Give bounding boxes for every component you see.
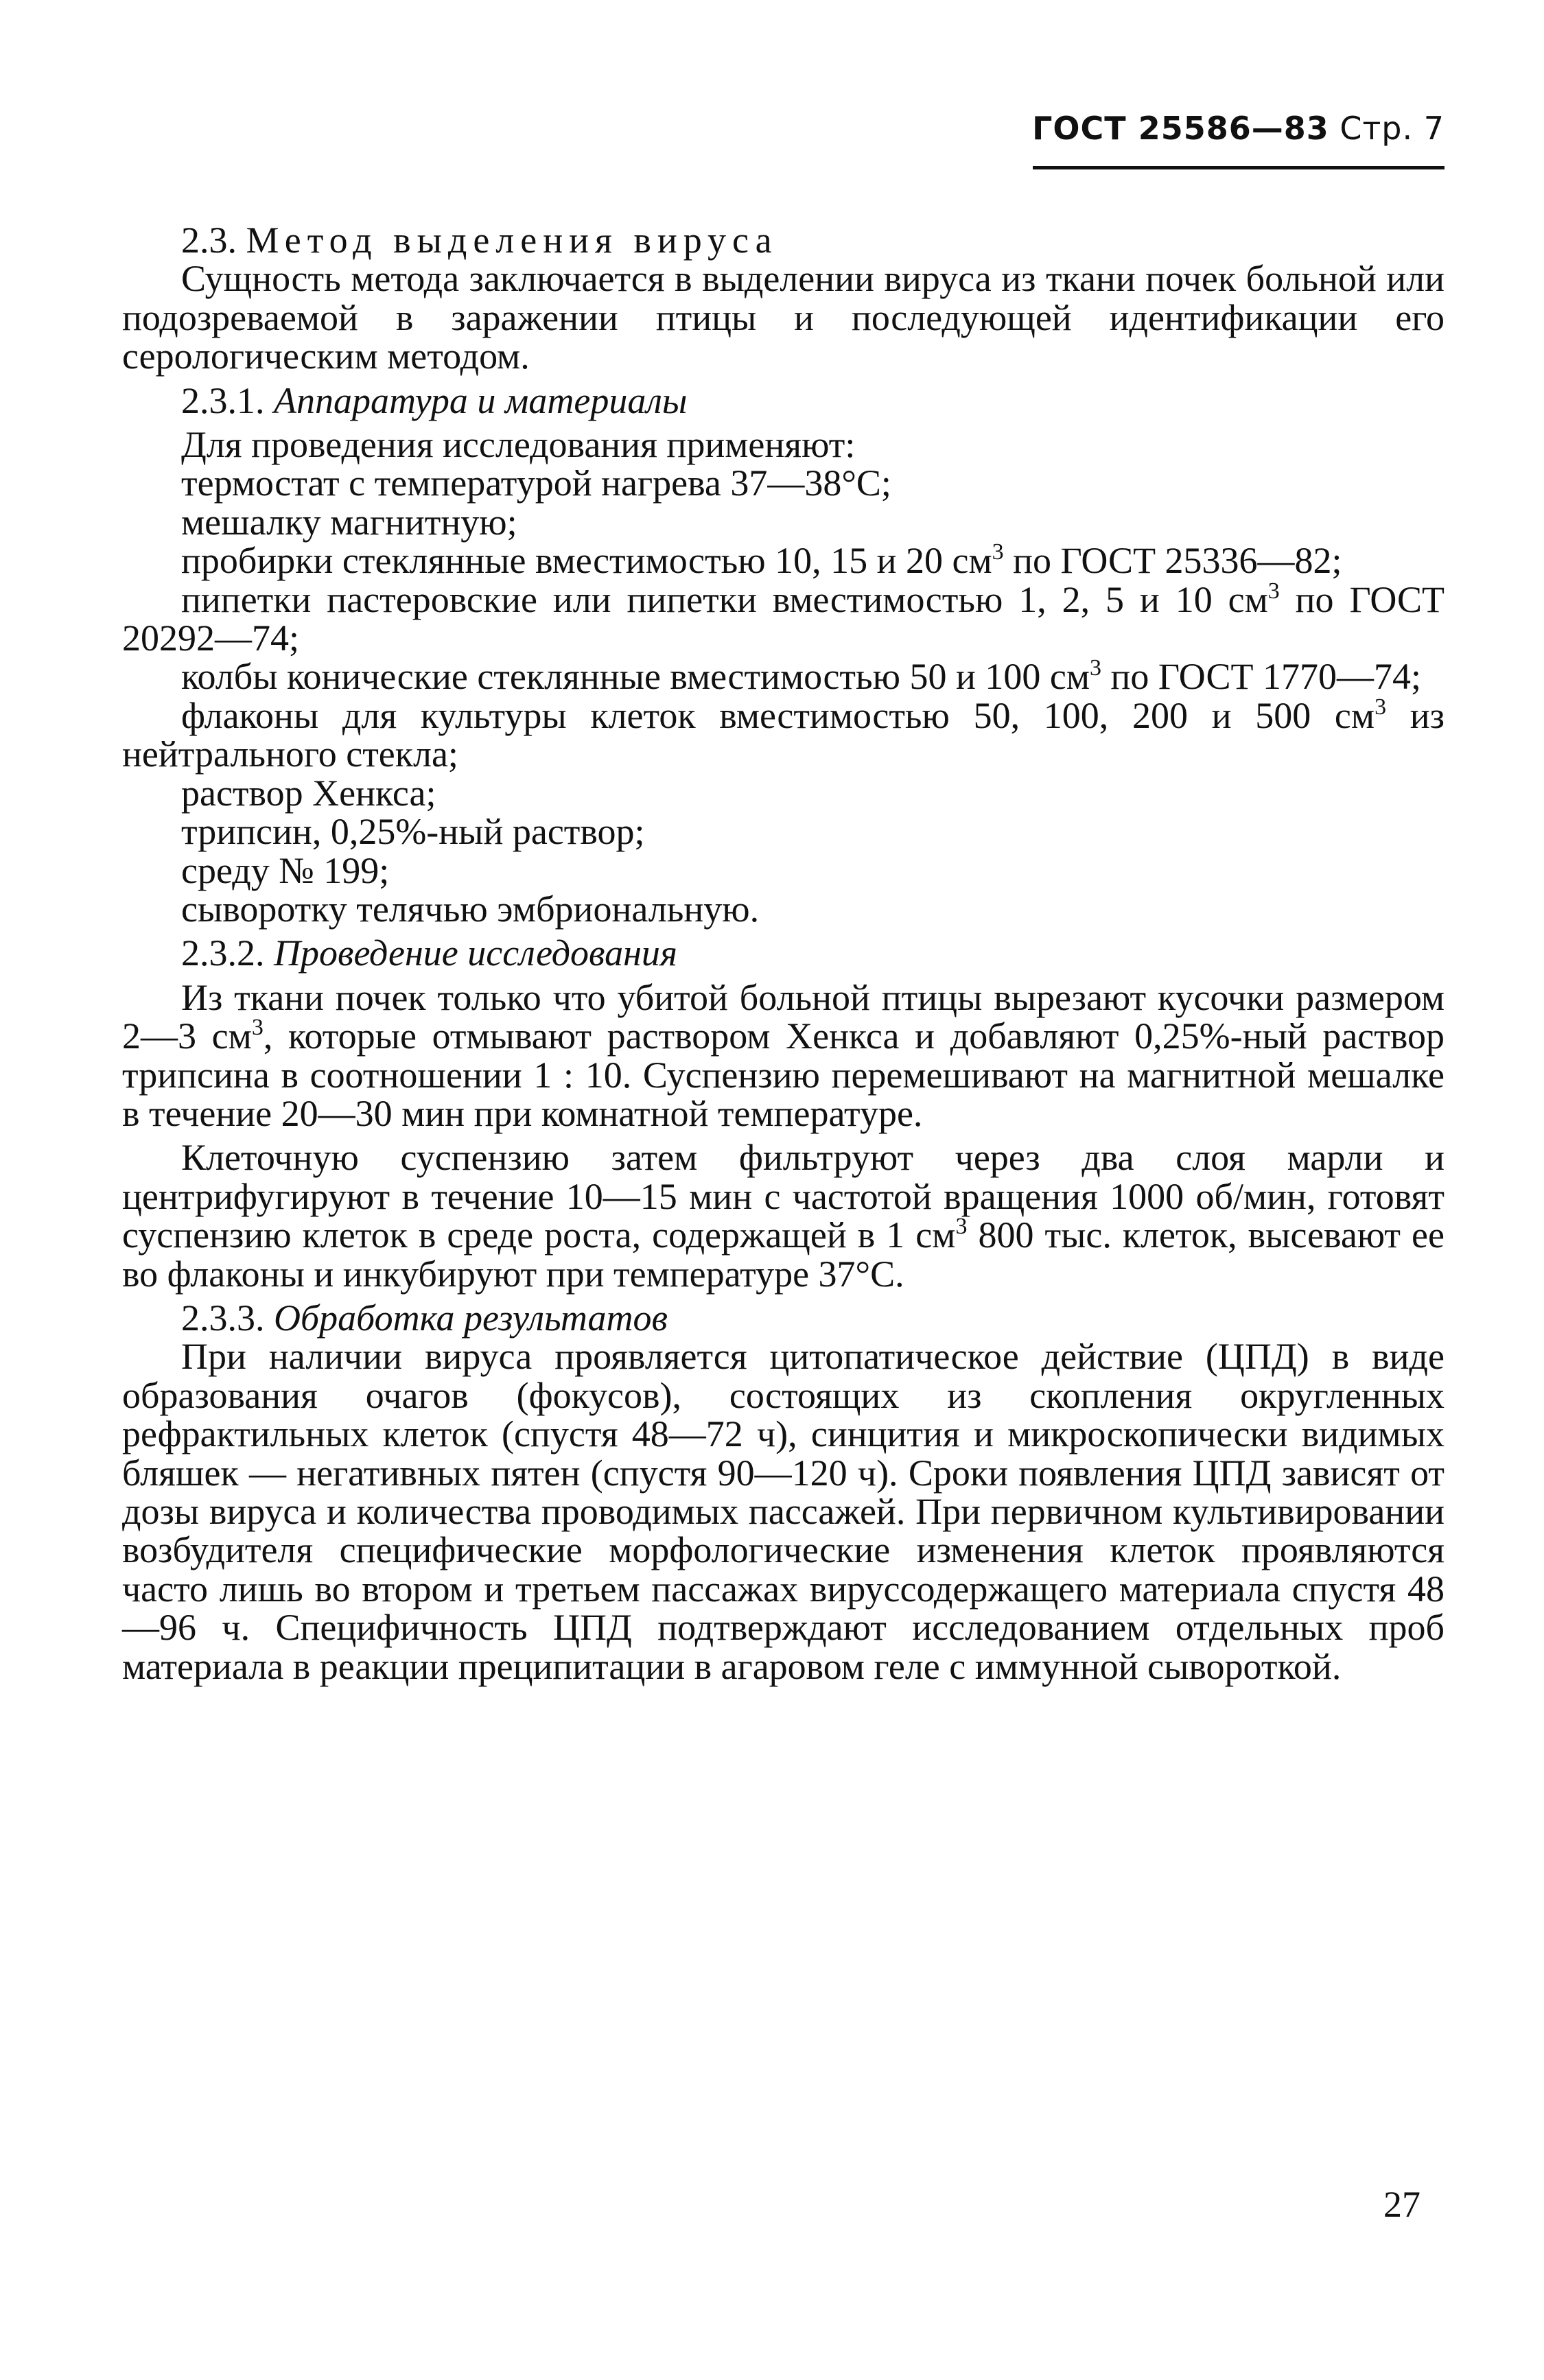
section-number: 2.3.3. xyxy=(181,1297,265,1339)
results-paragraph: При наличии вируса проявляется цитопатическое действие (ЦПД) в виде образования очагов (фокусов), состоящих из скопления округленных рефрактильных клеток (спустя 48—72 ч), синцития и микроскопически видимых бляшек — негативных пятен (спустя 90—120 ч). Сроки появления ЦПД зависят от дозы вируса и количества проводимых пассажей. При первичном культивировании возбудителя специфические морфологические изменения клеток проявляются часто лишь во втором и третьем пассажах вируссодержащего материала спустя 48—96 ч. Специфичность ЦПД подтверждают исследованием отдельных проб материала в реакции преципитации в агаровом геле с иммунной сывороткой. xyxy=(122,1336,1444,1687)
section-title: Аппаратура и материалы xyxy=(274,379,688,421)
page-header xyxy=(1029,110,1444,147)
section-title: Обработка результатов xyxy=(274,1297,668,1339)
materials-item: среду № 199; xyxy=(181,849,390,891)
header-rule xyxy=(1033,166,1444,169)
section-number: 2.3.2. xyxy=(181,932,265,974)
section-2-3-heading xyxy=(122,221,1444,259)
materials-item: сыворотку телячью эмбриональную. xyxy=(181,888,760,930)
section-title: Метод выделения вируса xyxy=(246,220,778,261)
materials-item: пробирки стеклянные вместимостью 10, 15 и 20 $см^3$ по ГОСТ 25336—82; xyxy=(181,539,1342,582)
materials-item: пипетки пастеровские или пипетки вместимостью 1, 2, 5 и 10 $см^3$ по ГОСТ 20292—74; xyxy=(122,578,1444,659)
page-number: 27 xyxy=(1383,2184,1420,2225)
section-title: Проведение исследования xyxy=(274,932,677,974)
page-body xyxy=(122,221,1444,1686)
section-2-3-2-heading xyxy=(122,934,1444,972)
materials-item: мешалку магнитную; xyxy=(181,501,517,543)
procedure-paragraph: Из ткани почек только что убитой больной птицы вырезают кусочки размером 2—3 $см^3$, которые отмывают раствором Хенкса и добавляют 0,25%-ный раствор трипсина в соотношении 1 : 10. Суспензию перемешивают на магнитной мешалке в течение 20—30 мин при комнатной температуре. xyxy=(122,976,1444,1134)
section-2-3-text: Сущность метода заключается в выделении вируса из ткани почек больной или подозреваемой в заражении птицы и последующей идентификации его серологическим методом. xyxy=(122,258,1444,377)
superscript: 3 xyxy=(1090,655,1102,681)
materials-item: флаконы для культуры клеток вместимостью 50, 100, 200 и 500 $см^3$ из нейтрального стекла; xyxy=(122,694,1444,775)
materials-item: трипсин, 0,25%-ный раствор; xyxy=(181,811,645,853)
superscript: 3 xyxy=(251,1015,264,1041)
materials-item: раствор Хенкса; xyxy=(181,772,436,814)
materials-item: колбы конические стеклянные вместимостью 50 и 100 $см^3$ по ГОСТ 1770—74; xyxy=(181,655,1421,698)
procedure-paragraph: Клеточную суспензию затем фильтруют через два слоя марли и центрифугируют в течение 10—15 мин с частотой вращения 1000 об/мин, готовят суспензию клеток в среде роста, содержащей в 1 $см^3$ 800 тыс. клеток, высевают ее во флаконы и инкубируют при температуре 37°С. xyxy=(122,1137,1444,1295)
superscript: 3 xyxy=(955,1214,968,1240)
materials-intro: Для проведения исследования применяют: xyxy=(181,424,856,466)
superscript: 3 xyxy=(1375,694,1387,720)
section-2-3-1-heading xyxy=(122,381,1444,420)
materials-item: термостат с температурой нагрева 37—38°С; xyxy=(181,462,891,504)
section-number: 2.3.1. xyxy=(181,379,265,421)
standard-code: ГОСТ 25586—83 xyxy=(1032,110,1329,147)
section-2-3-3-heading xyxy=(122,1299,1444,1337)
superscript: 3 xyxy=(992,539,1004,565)
section-number: 2.3. xyxy=(181,220,237,261)
superscript: 3 xyxy=(1267,578,1280,604)
page-label: Стр. 7 xyxy=(1340,110,1444,147)
